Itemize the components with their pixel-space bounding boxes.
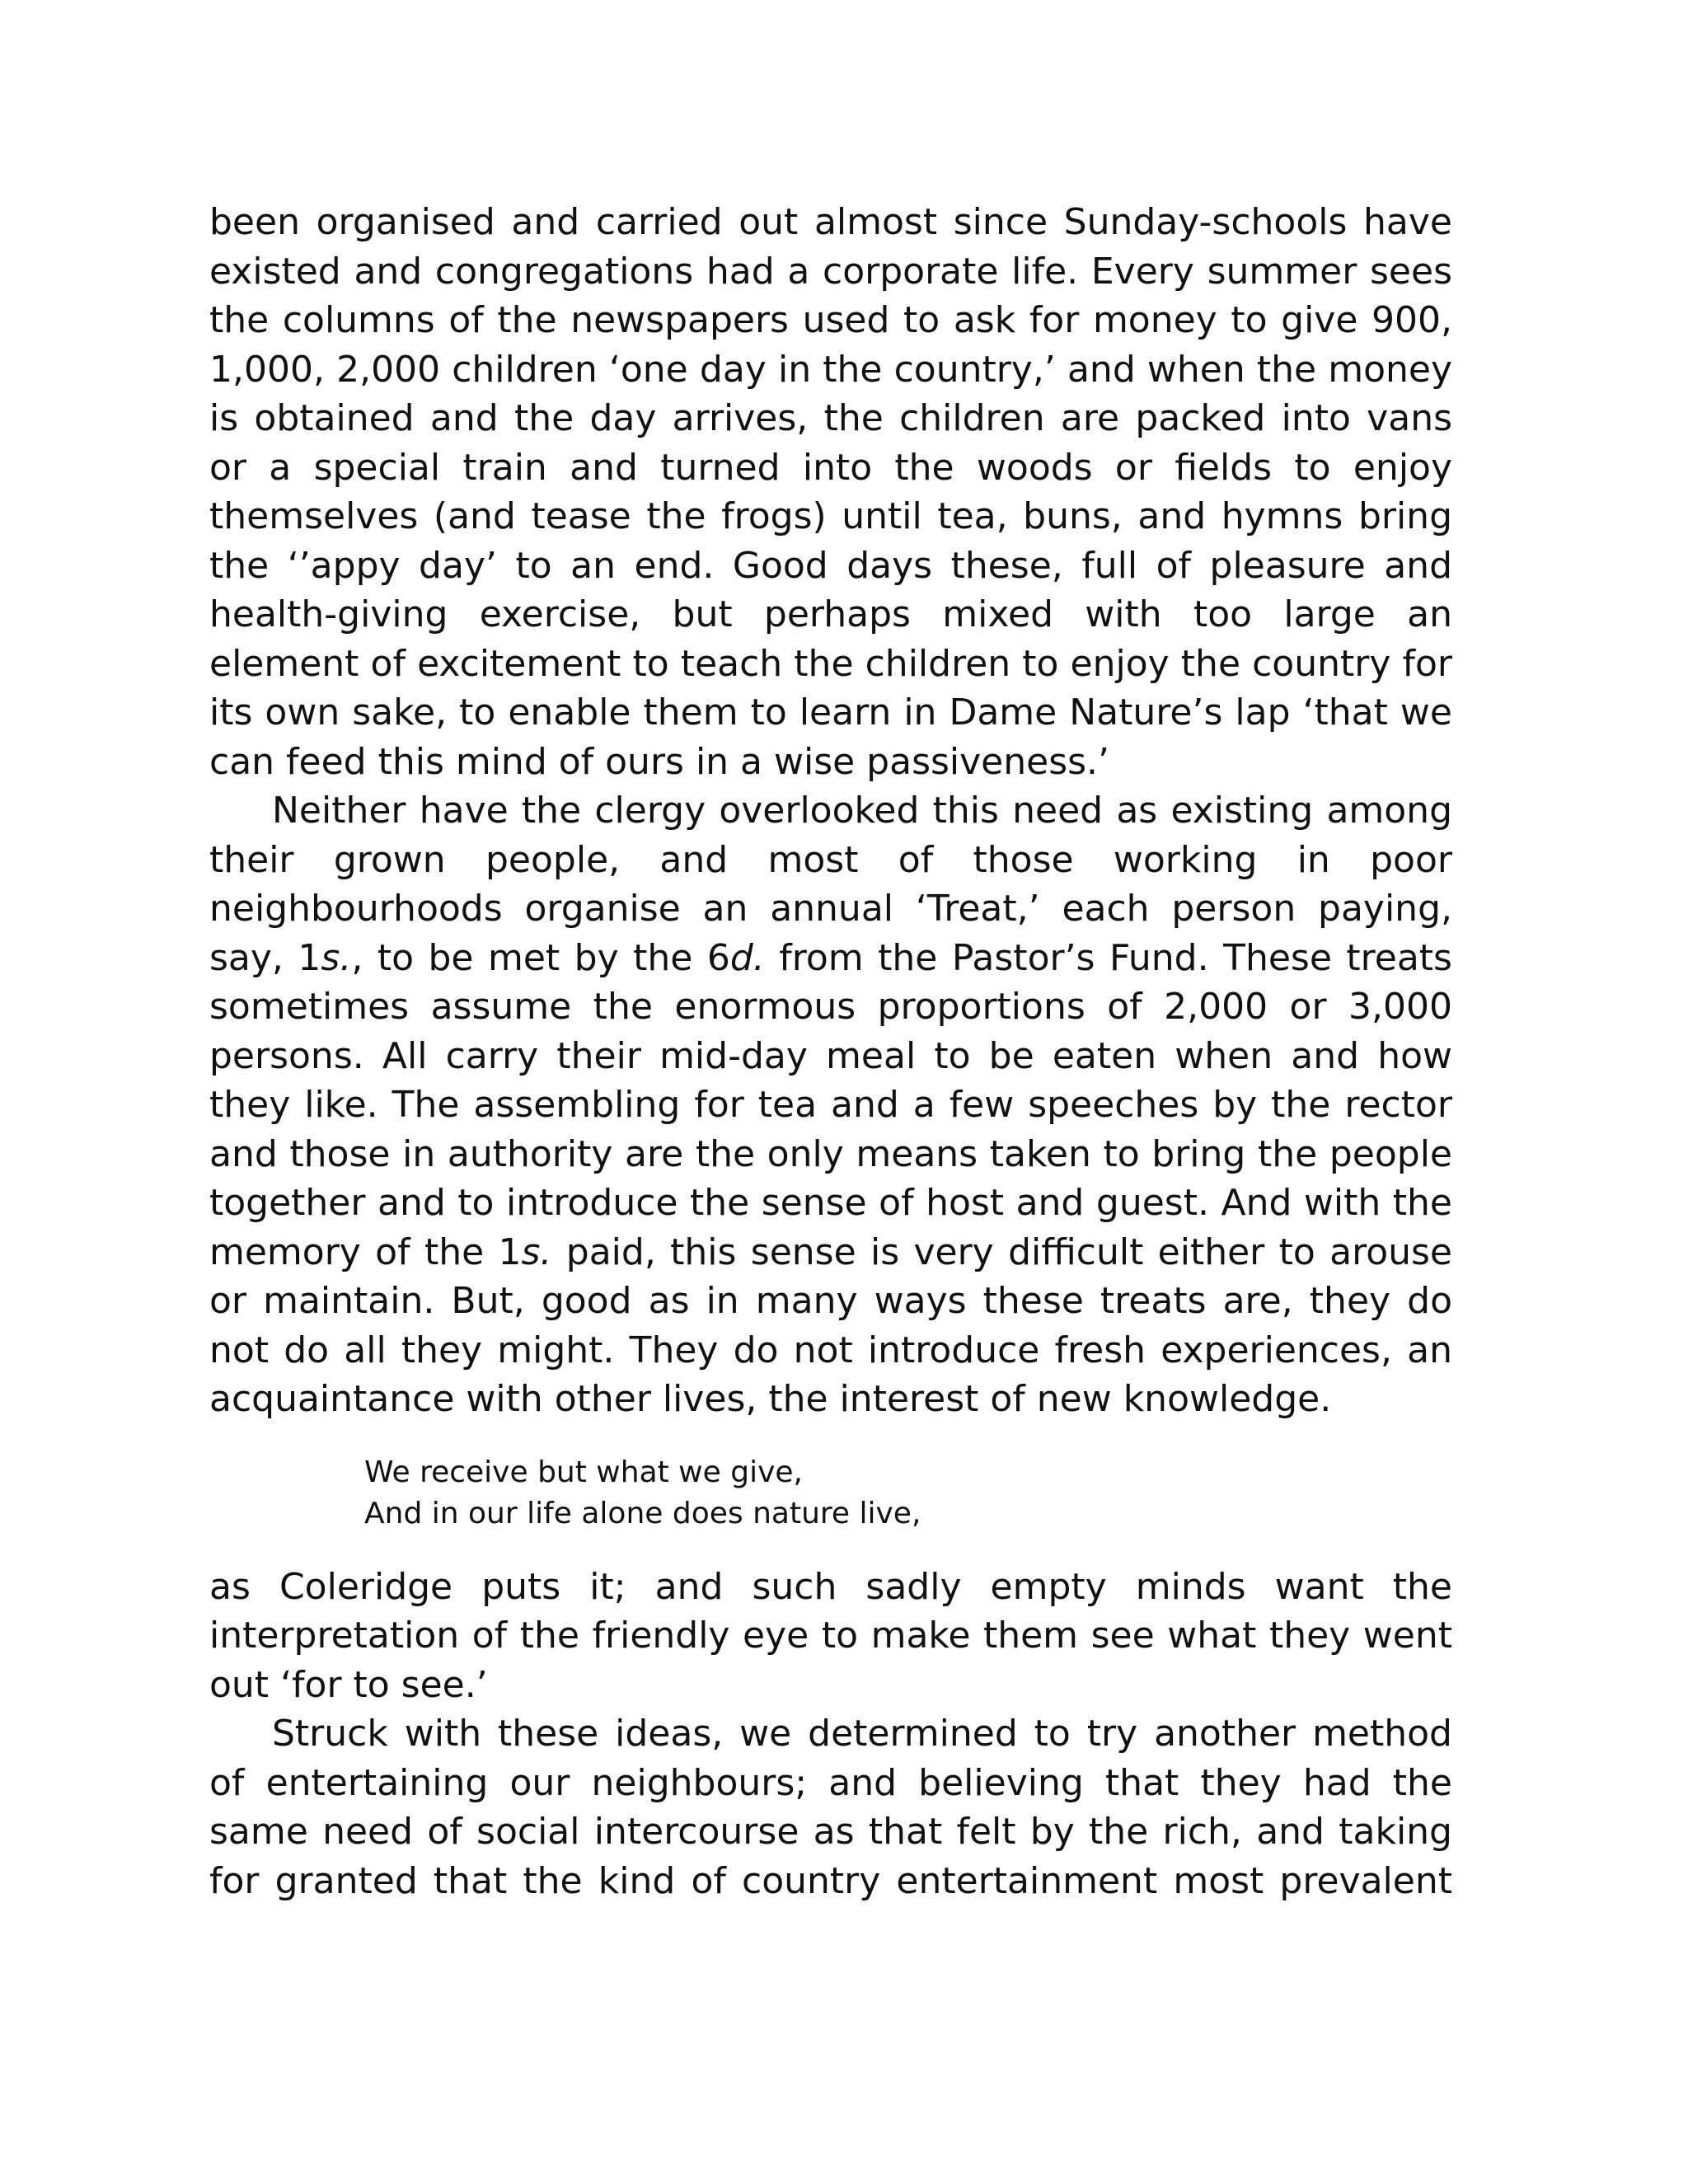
pence-abbrev: d. bbox=[729, 936, 765, 979]
paragraph-text: Neither have the clergy overlooked this need as existing among their grown people, and most of those working in poor neighbourhoods organise an annual ‘Treat,’ each person paying, say, 1 bbox=[209, 790, 1452, 979]
document-page bbox=[209, 198, 1452, 1905]
verse-quotation bbox=[364, 1452, 1452, 1535]
paragraph-coleridge bbox=[209, 1563, 1452, 1710]
paragraph-text: as Coleridge puts it; and such sadly empty minds want the interpretation of the friendly eye to make them see what they went out ‘for to see.’ bbox=[209, 1565, 1452, 1706]
paragraph-text: been organised and carried out almost since Sunday-schools have existed and congregations had a corporate life. Every summer sees the columns of the newspapers used to ask for money to give 900, 1,000, 2,000 children ‘one day in the country,’ and when the money is obtained and the day arrives, the children are packed into vans or a special train and turned into the woods or fields to enjoy themselves (and tease the frogs) until tea, buns, and hymns bring the ‘’appy day’ to an end. Good days these, full of pleasure and health-giving exercise, but perhaps mixed with too large an element of excitement to teach the children to enjoy the country for its own sake, to enable them to learn in Dame Nature’s lap ‘that we can feed this mind of ours in a wise passiveness.’ bbox=[209, 201, 1452, 783]
paragraph-text: paid, this sense is very difficult either to arouse or maintain. But, good as in many ways these treats are, they do not do all they might. They do not introduce fresh experiences, an acquaintance with other lives, the interest of new knowledge. bbox=[209, 1230, 1453, 1420]
paragraph-children-excursions bbox=[209, 198, 1452, 786]
paragraph-text: Struck with these ideas, we determined to try another method of entertaining our neighbours; and believing that they had the same need of social intercourse as that felt by the rich, and taking for granted that the kind of country entertainment most prevalent bbox=[209, 1713, 1452, 1902]
shilling-abbrev: s. bbox=[521, 1230, 552, 1273]
paragraph-text: , to be met by the 6 bbox=[351, 936, 730, 979]
paragraph-text: from the Pastor’s Fund. These treats sometimes assume the enormous proportions of 2,000 or 3,000 persons. All carry their mid-day meal to be eaten when and how they like. The assembling for tea and a few speeches by the rector and those in authority are the only means taken to bring the people together and to introduce the sense of host and guest. And with the memory of the 1 bbox=[209, 936, 1452, 1273]
paragraph-new-method bbox=[209, 1709, 1452, 1905]
verse-line: We receive but what we give, bbox=[364, 1455, 803, 1489]
shilling-abbrev: s. bbox=[321, 936, 352, 979]
verse-line: And in our life alone does nature live, bbox=[364, 1496, 921, 1530]
paragraph-annual-treat bbox=[209, 786, 1452, 1424]
